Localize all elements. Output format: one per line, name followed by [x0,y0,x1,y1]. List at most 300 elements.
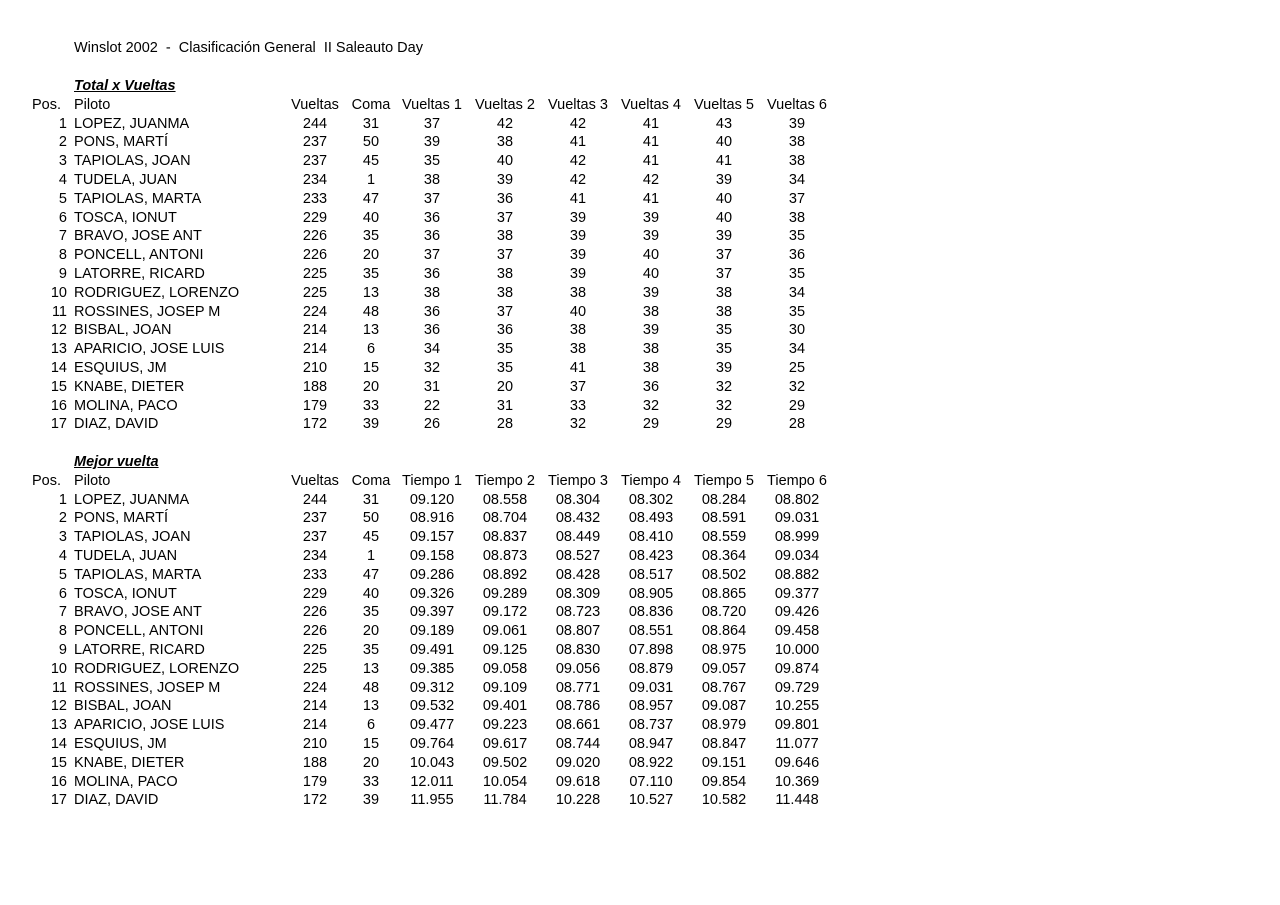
cell-lap-4: 39 [642,209,660,226]
cell-pos: 5 [58,566,67,583]
cell-coma: 47 [362,190,380,207]
column-header-lap-6: Tiempo 6 [767,472,827,489]
cell-lap-3: 08.527 [555,548,601,564]
cell-lap-5: 40 [715,134,733,151]
cell-piloto: TAPIOLAS, JOAN [74,153,191,170]
cell-lap-5: 08.975 [701,642,747,658]
cell-lap-6: 35 [788,303,806,320]
cell-vueltas: 210 [302,736,328,752]
cell-lap-6: 36 [788,247,806,264]
cell-lap-5: 08.979 [701,717,747,734]
cell-lap-1: 09.158 [409,548,455,564]
table-row [0,622,900,641]
cell-lap-2: 09.289 [482,585,528,602]
cell-lap-1: 09.312 [409,679,455,696]
cell-vueltas: 244 [302,491,328,508]
cell-lap-2: 09.125 [482,642,528,658]
cell-lap-6: 34 [788,172,806,188]
cell-lap-6: 35 [788,266,806,282]
cell-lap-4: 41 [642,134,660,151]
table-row [0,491,900,510]
cell-lap-2: 09.223 [482,717,528,734]
cell-lap-4: 41 [642,115,660,132]
cell-lap-6: 10.000 [774,642,820,658]
cell-lap-4: 07.898 [628,642,674,658]
cell-lap-2: 40 [496,153,514,170]
cell-lap-4: 08.836 [628,604,674,621]
cell-lap-3: 08.428 [555,566,601,583]
cell-lap-2: 39 [496,172,514,188]
cell-piloto: ROSSINES, JOSEP M [74,679,221,696]
cell-vueltas: 226 [302,623,328,640]
cell-vueltas: 172 [302,792,328,809]
cell-lap-3: 39 [569,228,587,245]
cell-lap-4: 08.879 [628,660,674,677]
table-header-row [0,472,900,491]
cell-lap-6: 28 [788,416,806,433]
cell-piloto: LOPEZ, JUANMA [74,115,190,132]
cell-lap-6: 30 [788,322,806,339]
cell-lap-6: 38 [788,134,806,151]
cell-lap-5: 09.854 [701,773,747,790]
table-row [0,679,900,698]
column-header-pos: Pos. [32,96,62,113]
cell-lap-4: 38 [642,360,660,376]
cell-coma: 13 [362,698,380,715]
cell-coma: 40 [362,209,380,226]
cell-pos: 2 [58,510,67,527]
cell-lap-6: 38 [788,153,806,170]
column-header-pos: Pos. [32,472,62,489]
table-row [0,791,900,810]
cell-lap-2: 35 [496,360,514,376]
cell-piloto: BISBAL, JOAN [74,322,172,339]
cell-vueltas: 179 [302,397,328,414]
cell-vueltas: 214 [302,341,328,358]
cell-coma: 50 [362,134,380,151]
cell-lap-6: 32 [788,378,806,395]
cell-lap-2: 37 [496,303,514,320]
cell-lap-3: 08.830 [555,642,601,658]
cell-lap-6: 11.448 [775,792,819,809]
cell-lap-1: 36 [423,209,441,226]
cell-lap-5: 08.284 [701,491,747,508]
table-row [0,133,900,152]
cell-lap-1: 36 [423,228,441,245]
table-row [0,660,900,679]
cell-lap-4: 08.947 [628,736,674,752]
cell-lap-2: 28 [496,416,514,433]
cell-lap-6: 39 [788,115,806,132]
cell-lap-4: 40 [642,266,660,282]
cell-piloto: BISBAL, JOAN [74,698,172,715]
cell-lap-5: 08.364 [701,548,747,564]
cell-lap-3: 08.432 [555,510,601,527]
cell-lap-6: 08.802 [774,491,820,508]
cell-piloto: ESQUIUS, JM [74,736,167,752]
cell-vueltas: 237 [302,510,328,527]
cell-lap-4: 42 [642,172,660,188]
cell-pos: 3 [58,153,67,170]
cell-lap-1: 09.326 [409,585,455,602]
cell-pos: 7 [58,604,67,621]
cell-lap-4: 38 [642,341,660,358]
cell-coma: 20 [362,754,380,771]
table-row [0,115,900,134]
cell-lap-1: 09.120 [409,491,455,508]
column-header-coma: Coma [351,96,391,113]
table-row [0,415,900,434]
cell-lap-6: 09.874 [774,660,820,677]
cell-lap-2: 09.109 [482,679,528,696]
cell-coma: 6 [366,341,376,358]
cell-pos: 4 [58,172,67,188]
cell-lap-1: 08.916 [409,510,455,527]
cell-lap-5: 08.720 [701,604,747,621]
cell-pos: 10 [50,284,67,301]
cell-lap-3: 33 [569,397,587,414]
cell-vueltas: 226 [302,604,328,621]
cell-piloto: TUDELA, JUAN [74,548,178,564]
cell-coma: 40 [362,585,380,602]
cell-vueltas: 237 [302,529,328,546]
cell-lap-5: 09.057 [701,660,747,677]
cell-vueltas: 237 [302,134,328,151]
table-row [0,641,900,660]
cell-pos: 16 [50,397,67,414]
table-header-row [0,96,900,115]
cell-pos: 12 [50,698,67,715]
cell-lap-5: 08.502 [701,566,747,583]
cell-lap-5: 39 [715,228,733,245]
cell-lap-1: 09.157 [409,529,455,546]
cell-lap-6: 09.426 [774,604,820,621]
table-row [0,284,900,303]
cell-piloto: BRAVO, JOSE ANT [74,604,202,621]
cell-lap-5: 08.559 [701,529,747,546]
cell-piloto: LOPEZ, JUANMA [74,491,190,508]
cell-lap-3: 09.020 [555,754,601,771]
cell-lap-1: 09.491 [409,642,455,658]
column-header-lap-6: Vueltas 6 [767,96,827,113]
cell-lap-6: 37 [788,190,806,207]
cell-vueltas: 237 [302,153,328,170]
column-header-vueltas: Vueltas [291,472,339,489]
cell-pos: 1 [58,491,67,508]
table-row [0,303,900,322]
section-title-total-vueltas: Total x Vueltas [74,78,176,94]
cell-lap-2: 08.892 [482,566,528,583]
cell-lap-3: 08.807 [555,623,601,640]
cell-lap-5: 35 [715,341,733,358]
cell-lap-3: 08.744 [555,736,601,752]
cell-coma: 6 [366,717,376,734]
cell-piloto: BRAVO, JOSE ANT [74,228,202,245]
table-row [0,697,900,716]
cell-vueltas: 234 [302,548,328,564]
cell-lap-2: 09.061 [482,623,528,640]
cell-pos: 6 [58,209,67,226]
cell-piloto: TAPIOLAS, MARTA [74,190,202,207]
cell-vueltas: 225 [302,284,328,301]
cell-lap-1: 36 [423,266,441,282]
cell-lap-1: 37 [423,190,441,207]
cell-lap-5: 09.087 [701,698,747,715]
cell-pos: 7 [58,228,67,245]
cell-lap-3: 09.618 [555,773,601,790]
cell-lap-3: 39 [569,209,587,226]
cell-coma: 31 [362,491,380,508]
cell-lap-5: 37 [715,266,733,282]
cell-piloto: TAPIOLAS, JOAN [74,529,191,546]
table-row [0,735,900,754]
cell-lap-6: 09.458 [774,623,820,640]
cell-lap-1: 11.955 [410,792,454,809]
cell-lap-4: 41 [642,153,660,170]
column-header-lap-4: Tiempo 4 [621,472,681,489]
cell-vueltas: 226 [302,228,328,245]
cell-coma: 50 [362,510,380,527]
column-header-piloto: Piloto [74,472,111,489]
cell-piloto: PONS, MARTÍ [74,134,168,151]
cell-vueltas: 188 [302,754,328,771]
cell-lap-6: 08.999 [774,529,820,546]
cell-vueltas: 214 [302,698,328,715]
table-row [0,509,900,528]
cell-pos: 11 [51,303,67,320]
cell-lap-4: 08.905 [628,585,674,602]
column-header-lap-2: Vueltas 2 [475,96,535,113]
cell-lap-4: 08.302 [628,491,674,508]
cell-piloto: PONCELL, ANTONI [74,247,204,264]
cell-lap-2: 36 [496,190,514,207]
cell-lap-4: 08.517 [628,566,674,583]
table-row [0,716,900,735]
cell-coma: 35 [362,228,380,245]
cell-coma: 1 [366,172,376,188]
column-header-lap-5: Tiempo 5 [694,472,754,489]
cell-lap-2: 08.873 [482,548,528,564]
document-title: Winslot 2002 - Clasificación General II Saleauto Day [74,40,423,56]
cell-pos: 17 [50,792,67,809]
cell-lap-4: 08.423 [628,548,674,564]
cell-vueltas: 225 [302,642,328,658]
cell-coma: 35 [362,642,380,658]
cell-lap-3: 09.056 [555,660,601,677]
cell-lap-5: 39 [715,172,733,188]
cell-pos: 4 [58,548,67,564]
cell-coma: 48 [362,679,380,696]
cell-lap-2: 08.558 [482,491,528,508]
cell-lap-6: 08.882 [774,566,820,583]
cell-lap-1: 22 [423,397,441,414]
cell-lap-6: 10.369 [774,773,820,790]
cell-piloto: LATORRE, RICARD [74,642,205,658]
cell-vueltas: 224 [302,679,328,696]
cell-pos: 12 [50,322,67,339]
cell-vueltas: 188 [302,378,328,395]
cell-lap-6: 10.255 [774,698,820,715]
cell-piloto: ESQUIUS, JM [74,360,167,376]
cell-lap-1: 37 [423,115,441,132]
cell-lap-2: 08.704 [482,510,528,527]
cell-lap-1: 38 [423,284,441,301]
cell-lap-1: 34 [423,341,441,358]
cell-vueltas: 226 [302,247,328,264]
column-header-lap-1: Tiempo 1 [402,472,462,489]
cell-lap-3: 08.304 [555,491,601,508]
cell-coma: 13 [362,322,380,339]
cell-vueltas: 234 [302,172,328,188]
cell-lap-5: 38 [715,303,733,320]
table-row [0,340,900,359]
cell-lap-3: 41 [569,134,587,151]
cell-lap-2: 36 [496,322,514,339]
cell-coma: 20 [362,623,380,640]
cell-lap-3: 38 [569,284,587,301]
cell-piloto: TAPIOLAS, MARTA [74,566,202,583]
table-row [0,321,900,340]
cell-lap-6: 09.801 [774,717,820,734]
cell-pos: 13 [50,717,67,734]
cell-vueltas: 244 [302,115,328,132]
cell-vueltas: 233 [302,566,328,583]
cell-lap-1: 09.189 [409,623,455,640]
cell-lap-1: 35 [423,153,441,170]
cell-coma: 13 [362,660,380,677]
cell-lap-2: 31 [496,397,514,414]
cell-lap-1: 37 [423,247,441,264]
cell-lap-5: 39 [715,360,733,376]
cell-pos: 16 [50,773,67,790]
cell-lap-3: 08.449 [555,529,601,546]
cell-lap-6: 09.034 [774,548,820,564]
cell-lap-2: 35 [496,341,514,358]
cell-lap-6: 09.031 [774,510,820,527]
cell-lap-3: 42 [569,153,587,170]
cell-piloto: KNABE, DIETER [74,754,185,771]
cell-lap-4: 29 [642,416,660,433]
cell-lap-4: 39 [642,284,660,301]
cell-lap-2: 09.617 [482,736,528,752]
column-header-lap-3: Vueltas 3 [548,96,608,113]
cell-lap-2: 11.784 [483,792,527,809]
cell-lap-4: 08.922 [628,754,674,771]
cell-lap-3: 41 [569,360,587,376]
cell-piloto: MOLINA, PACO [74,397,178,414]
cell-lap-5: 40 [715,190,733,207]
cell-vueltas: 233 [302,190,328,207]
cell-lap-1: 09.286 [409,566,455,583]
cell-lap-4: 40 [642,247,660,264]
cell-lap-5: 08.591 [701,510,747,527]
cell-coma: 35 [362,604,380,621]
cell-lap-3: 40 [569,303,587,320]
cell-piloto: LATORRE, RICARD [74,266,205,282]
cell-piloto: DIAZ, DAVID [74,416,159,433]
cell-vueltas: 229 [302,585,328,602]
cell-vueltas: 172 [302,416,328,433]
cell-lap-1: 36 [423,303,441,320]
cell-lap-4: 08.957 [628,698,674,715]
cell-lap-5: 29 [715,416,733,433]
cell-pos: 14 [50,736,67,752]
table-row [0,190,900,209]
cell-vueltas: 225 [302,660,328,677]
cell-pos: 17 [50,416,67,433]
cell-piloto: RODRIGUEZ, LORENZO [74,660,240,677]
cell-pos: 9 [58,266,67,282]
cell-coma: 33 [362,397,380,414]
cell-lap-5: 32 [715,378,733,395]
cell-coma: 47 [362,566,380,583]
cell-lap-1: 12.011 [410,773,454,790]
cell-piloto: APARICIO, JOSE LUIS [74,717,225,734]
cell-lap-5: 08.865 [701,585,747,602]
cell-lap-2: 42 [496,115,514,132]
column-header-lap-5: Vueltas 5 [694,96,754,113]
cell-pos: 8 [58,247,67,264]
cell-pos: 14 [50,360,67,376]
cell-lap-3: 10.228 [555,792,601,809]
table-row [0,585,900,604]
cell-pos: 6 [58,585,67,602]
table-row [0,773,900,792]
cell-lap-2: 09.401 [482,698,528,715]
cell-lap-3: 42 [569,115,587,132]
cell-lap-6: 29 [788,397,806,414]
cell-pos: 13 [50,341,67,358]
table-row [0,265,900,284]
cell-lap-1: 39 [423,134,441,151]
cell-pos: 3 [58,529,67,546]
cell-lap-2: 10.054 [482,773,528,790]
table-row [0,227,900,246]
cell-lap-1: 26 [423,416,441,433]
table-row [0,171,900,190]
column-header-piloto: Piloto [74,96,111,113]
cell-lap-4: 36 [642,378,660,395]
cell-vueltas: 210 [302,360,328,376]
cell-lap-4: 10.527 [628,792,674,809]
cell-lap-2: 38 [496,134,514,151]
cell-lap-6: 25 [788,360,806,376]
cell-lap-4: 08.551 [628,623,674,640]
cell-piloto: KNABE, DIETER [74,378,185,395]
cell-lap-2: 08.837 [482,529,528,546]
cell-lap-3: 32 [569,416,587,433]
cell-lap-4: 32 [642,397,660,414]
cell-coma: 48 [362,303,380,320]
cell-lap-6: 11.077 [775,736,819,752]
table-row [0,528,900,547]
cell-coma: 1 [366,548,376,564]
section-title-mejor-vuelta: Mejor vuelta [74,454,159,470]
cell-coma: 15 [362,360,380,376]
table-row [0,397,900,416]
cell-lap-6: 35 [788,228,806,245]
cell-lap-5: 40 [715,209,733,226]
cell-vueltas: 229 [302,209,328,226]
cell-lap-2: 37 [496,209,514,226]
cell-lap-5: 08.767 [701,679,747,696]
cell-piloto: PONS, MARTÍ [74,510,168,527]
cell-vueltas: 214 [302,322,328,339]
cell-lap-5: 43 [715,115,733,132]
cell-lap-6: 34 [788,284,806,301]
cell-lap-3: 42 [569,172,587,188]
cell-lap-3: 39 [569,247,587,264]
